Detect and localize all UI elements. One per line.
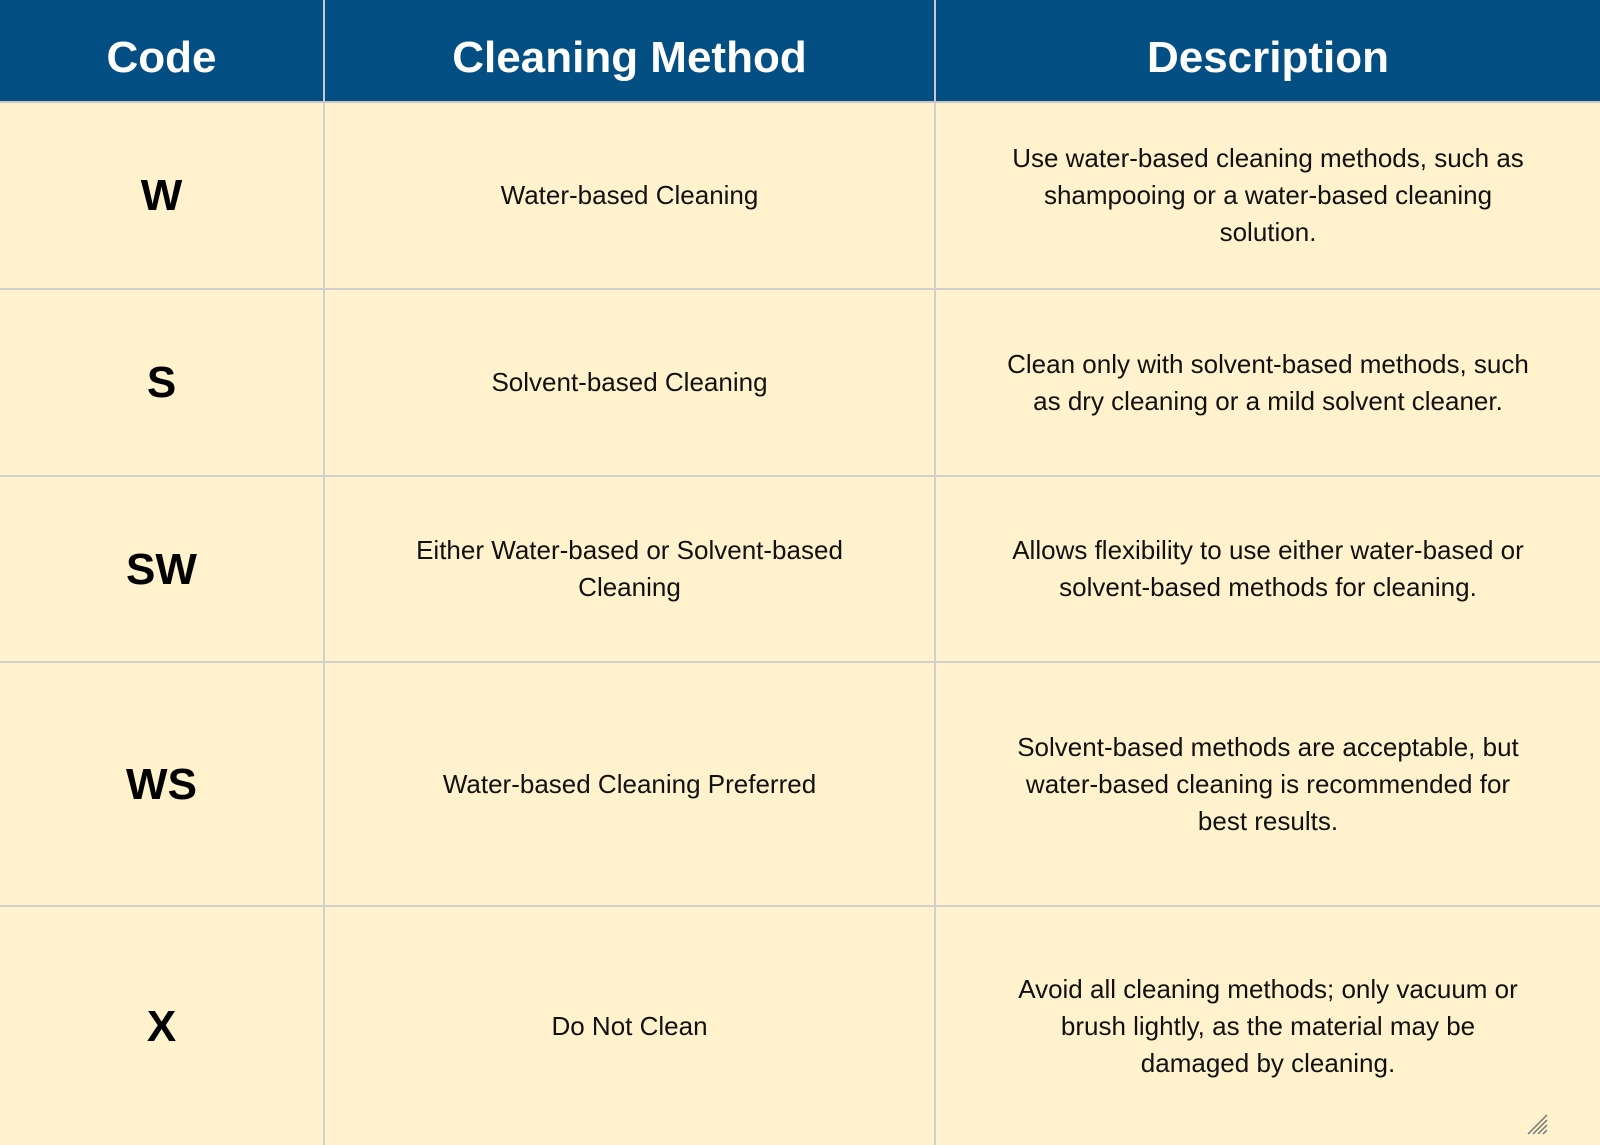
description-cell: Avoid all cleaning methods; only vacuum or brush lightly, as the material may be damaged by cleaning. [935, 906, 1600, 1145]
method-cell: Solvent-based Cleaning [324, 289, 935, 476]
code-cell: S [0, 289, 324, 476]
table-row [0, 289, 1600, 476]
resize-handle-icon[interactable] [1526, 1113, 1548, 1135]
method-cell: Water-based Cleaning [324, 102, 935, 289]
description-cell: Allows flexibility to use either water-based or solvent-based methods for cleaning. [935, 476, 1600, 662]
code-cell: X [0, 906, 324, 1145]
header-code: Code [0, 0, 324, 102]
code-cell: W [0, 102, 324, 289]
code-cell: WS [0, 662, 324, 906]
table-row [0, 906, 1600, 1145]
method-cell: Water-based Cleaning Preferred [324, 662, 935, 906]
header-description: Description [935, 0, 1600, 102]
description-cell: Use water-based cleaning methods, such as shampooing or a water-based cleaning solution. [935, 102, 1600, 289]
description-cell: Clean only with solvent-based methods, such as dry cleaning or a mild solvent cleaner. [935, 289, 1600, 476]
header-cleaning-method: Cleaning Method [324, 0, 935, 102]
method-cell: Either Water-based or Solvent-based Cleaning [324, 476, 935, 662]
table-row [0, 102, 1600, 289]
table-row [0, 476, 1600, 662]
description-cell: Solvent-based methods are acceptable, but water-based cleaning is recommended for best results. [935, 662, 1600, 906]
table-row [0, 662, 1600, 906]
header-row [0, 0, 1600, 102]
code-cell: SW [0, 476, 324, 662]
method-cell: Do Not Clean [324, 906, 935, 1145]
